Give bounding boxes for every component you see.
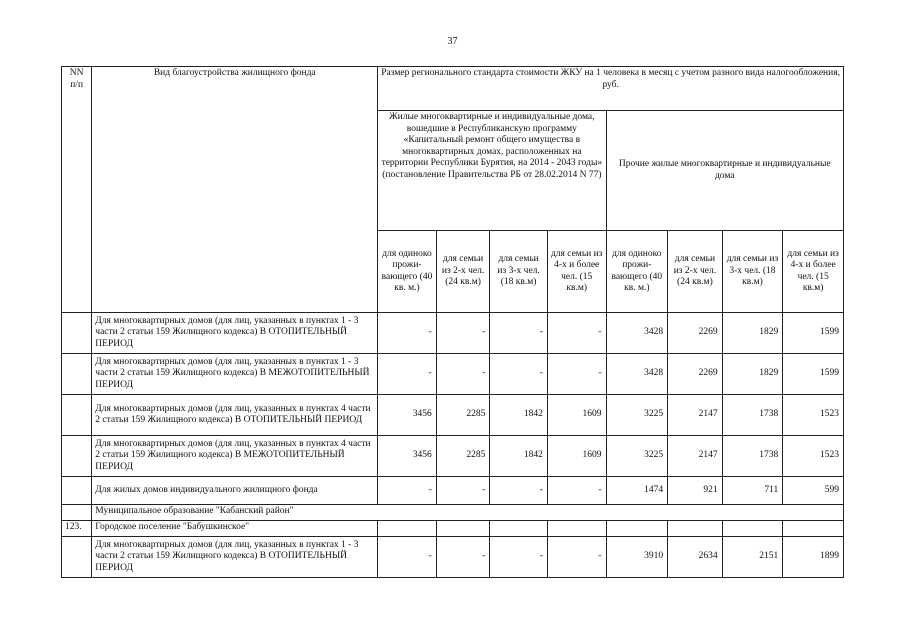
row-number: 123. xyxy=(62,521,92,537)
value-cell: 1599 xyxy=(783,313,844,354)
row-number xyxy=(62,505,92,521)
value-cell: 1523 xyxy=(783,436,844,477)
value-cell: - xyxy=(490,477,548,505)
table-row xyxy=(62,477,844,505)
col-type-header: Вид благоустройства жилищного фонда xyxy=(92,67,378,313)
sub-b-header: для семьи из 4-х и более чел. (15 кв.м) xyxy=(783,231,844,313)
row-label: Для многоквартирных домов (для лиц, указанных в пунктах 1 - 3 части 2 статьи 159 Жилищного кодекса) В МЕЖОТОПИТЕЛЬНЫЙ ПЕРИОД xyxy=(92,354,378,395)
settlement-row xyxy=(62,521,844,537)
col-nn-header: NN п/п xyxy=(62,67,92,313)
sub-a-header: для семьи из 3-х чел. (18 кв.м) xyxy=(490,231,548,313)
empty-cell xyxy=(722,521,783,537)
value-cell: 2634 xyxy=(668,537,723,578)
table-row xyxy=(62,395,844,436)
settlement-title: Городское поселение "Бабушкинское" xyxy=(92,521,378,537)
value-cell: 2151 xyxy=(722,537,783,578)
value-cell: - xyxy=(490,537,548,578)
table-row xyxy=(62,354,844,395)
value-cell: 3225 xyxy=(606,395,668,436)
row-label: Для многоквартирных домов (для лиц, указанных в пунктах 1 - 3 части 2 статьи 159 Жилищного кодекса) В ОТОПИТЕЛЬНЫЙ ПЕРИОД xyxy=(92,313,378,354)
value-cell: 1609 xyxy=(547,395,606,436)
col-standard-header: Размер регионального стандарта стоимости ЖКУ на 1 человека в месяц с учетом разного вида налогообложения, руб. xyxy=(378,67,844,111)
table-row xyxy=(62,436,844,477)
value-cell: 711 xyxy=(722,477,783,505)
row-label: Для многоквартирных домов (для лиц, указанных в пунктах 4 части 2 статьи 159 Жилищного кодекса) В ОТОПИТЕЛЬНЫЙ ПЕРИОД xyxy=(92,395,378,436)
group-b-header: Прочие жилые многоквартирные и индивидуальные дома xyxy=(606,111,844,231)
value-cell: 2285 xyxy=(436,436,490,477)
value-cell: 3428 xyxy=(606,313,668,354)
value-cell: 599 xyxy=(783,477,844,505)
empty-cell xyxy=(606,521,668,537)
value-cell: - xyxy=(378,537,437,578)
value-cell: - xyxy=(378,477,437,505)
value-cell: 3428 xyxy=(606,354,668,395)
value-cell: 2147 xyxy=(668,395,723,436)
value-cell: - xyxy=(436,313,490,354)
row-number xyxy=(62,537,92,578)
sub-a-header: для одиноко прожи- вающего (40 кв. м.) xyxy=(378,231,437,313)
sub-b-header: для семьи из 3-х чел. (18 кв.м) xyxy=(722,231,783,313)
municipality-row xyxy=(62,505,844,521)
value-cell: - xyxy=(490,313,548,354)
value-cell: 1842 xyxy=(490,395,548,436)
value-cell: - xyxy=(547,537,606,578)
row-number xyxy=(62,477,92,505)
row-label: Для жилых домов индивидуального жилищного фонда xyxy=(92,477,378,505)
value-cell: 1842 xyxy=(490,436,548,477)
row-number xyxy=(62,354,92,395)
value-cell: 1609 xyxy=(547,436,606,477)
value-cell: - xyxy=(436,537,490,578)
value-cell: 3225 xyxy=(606,436,668,477)
value-cell: 3456 xyxy=(378,436,437,477)
value-cell: 2285 xyxy=(436,395,490,436)
value-cell: - xyxy=(547,313,606,354)
group-a-header: Жилые многоквартирные и индивидуальные дома, вошедшие в Республиканскую программу «Капитальный ремонт общего имущества в многоквартирных домах, расположенных на территории Республики Бурятия, на 2014 - 2043 годы» (постановление Правительства РБ от 28.02.2014 N 77) xyxy=(378,111,606,231)
row-label: Для многоквартирных домов (для лиц, указанных в пунктах 4 части 2 статьи 159 Жилищного кодекса) В МЕЖОТОПИТЕЛЬНЫЙ ПЕРИОД xyxy=(92,436,378,477)
standards-table xyxy=(61,66,844,578)
empty-cell xyxy=(378,521,437,537)
empty-cell xyxy=(436,521,490,537)
empty-cell xyxy=(490,521,548,537)
sub-a-header: для семьи из 2-х чел. (24 кв.м) xyxy=(436,231,490,313)
value-cell: 1599 xyxy=(783,354,844,395)
value-cell: 1738 xyxy=(722,395,783,436)
value-cell: - xyxy=(378,313,437,354)
value-cell: 1829 xyxy=(722,313,783,354)
value-cell: - xyxy=(378,354,437,395)
table-row xyxy=(62,537,844,578)
value-cell: 2147 xyxy=(668,436,723,477)
row-number xyxy=(62,313,92,354)
value-cell: 2269 xyxy=(668,313,723,354)
municipality-title: Муниципальное образование "Кабанский район" xyxy=(92,505,844,521)
empty-cell xyxy=(668,521,723,537)
value-cell: - xyxy=(490,354,548,395)
value-cell: - xyxy=(547,477,606,505)
sub-b-header: для семьи из 2-х чел. (24 кв.м) xyxy=(668,231,723,313)
empty-cell xyxy=(783,521,844,537)
page-number: 37 xyxy=(447,36,458,47)
row-number xyxy=(62,436,92,477)
row-number xyxy=(62,395,92,436)
value-cell: 921 xyxy=(668,477,723,505)
value-cell: 2269 xyxy=(668,354,723,395)
value-cell: 1738 xyxy=(722,436,783,477)
value-cell: 1474 xyxy=(606,477,668,505)
value-cell: 1829 xyxy=(722,354,783,395)
row-label: Для многоквартирных домов (для лиц, указанных в пунктах 1 - 3 части 2 статьи 159 Жилищного кодекса) В ОТОПИТЕЛЬНЫЙ ПЕРИОД xyxy=(92,537,378,578)
sub-b-header: для одиноко прожи- вающего (40 кв. м.) xyxy=(606,231,668,313)
empty-cell xyxy=(547,521,606,537)
sub-a-header: для семьи из 4-х и более чел. (15 кв.м) xyxy=(547,231,606,313)
value-cell: 1899 xyxy=(783,537,844,578)
value-cell: 3910 xyxy=(606,537,668,578)
value-cell: - xyxy=(436,354,490,395)
table-row xyxy=(62,313,844,354)
value-cell: - xyxy=(436,477,490,505)
value-cell: 3456 xyxy=(378,395,437,436)
value-cell: 1523 xyxy=(783,395,844,436)
value-cell: - xyxy=(547,354,606,395)
